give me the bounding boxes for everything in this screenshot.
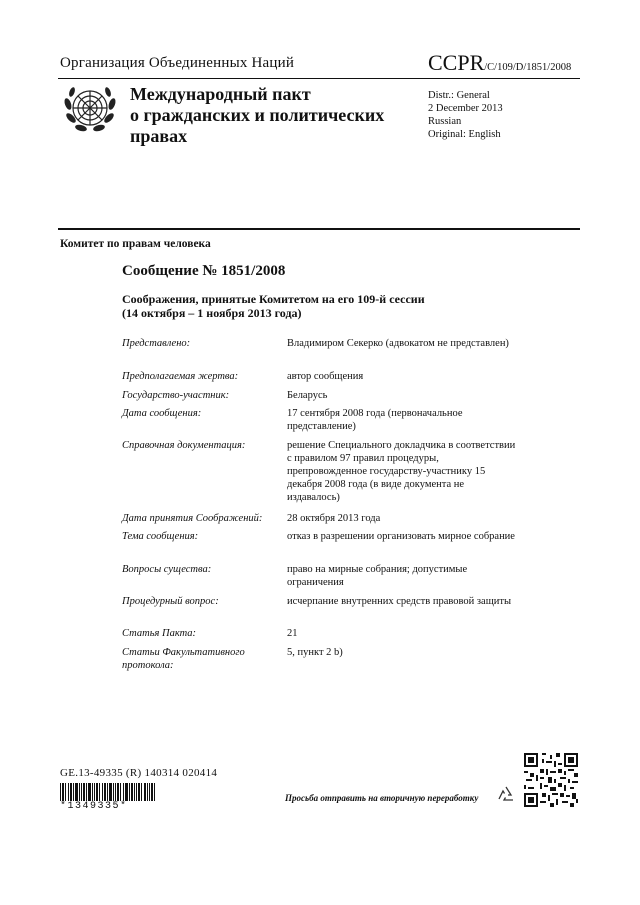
barcode-number: *1349335* — [60, 801, 128, 812]
detail-value: автор сообщения — [287, 371, 364, 382]
detail-value: отказ в разрешении организовать мирное собрание — [287, 531, 515, 542]
treaty-title-line: правах — [130, 126, 188, 146]
language: Russian — [428, 116, 462, 127]
symbol-number: /C/109/D/1851/2008 — [484, 62, 572, 73]
detail-value: Беларусь — [287, 390, 328, 401]
detail-label: Предполагаемая жертва: — [122, 371, 239, 382]
detail-value: исчерпание внутренних средств правовой защиты — [287, 596, 512, 607]
detail-label: Вопросы существа: — [122, 564, 212, 575]
detail-label: Тема сообщения: — [122, 531, 199, 542]
detail-value: 28 октября 2013 года — [287, 513, 381, 524]
recycle-note: Просьба отправить на вторичную переработку — [285, 793, 479, 803]
detail-label: Государство-участник: — [122, 390, 230, 401]
detail-label: Дата сообщения: — [122, 408, 202, 419]
document-symbol — [428, 50, 571, 76]
detail-label: Статьи Факультативного протокола: — [122, 647, 245, 671]
symbol-main: CCPR — [428, 50, 485, 75]
treaty-title — [130, 84, 410, 147]
detail-label: Справочная документация: — [122, 440, 246, 451]
detail-label: Процедурный вопрос: — [122, 596, 219, 607]
detail-label: Статья Пакта: — [122, 628, 197, 639]
header-rule — [58, 78, 580, 79]
qr-code-icon — [524, 753, 578, 807]
detail-value: решение Специального докладчика в соответствии с правилом 97 правил процедуры, препровожденное государству-участнику 15 декабря 2008 года (в виде документа не издавалось) — [287, 440, 516, 503]
barcode-icon — [60, 783, 156, 801]
organization-name: Организация Объединенных Наций — [60, 55, 295, 71]
detail-label: Дата принятия Соображений: — [122, 513, 263, 524]
views-title-line: Соображения, принятые Комитетом на его 109-й сессии — [122, 292, 425, 306]
original-language: Original: English — [428, 129, 501, 140]
views-title — [122, 292, 522, 320]
detail-value: 17 сентября 2008 года (первоначальное представление) — [287, 408, 463, 432]
distribution-block — [428, 89, 503, 141]
issue-date: 2 December 2013 — [428, 103, 503, 114]
section-rule — [58, 228, 580, 230]
recycle-icon — [496, 785, 516, 805]
detail-value: 21 — [287, 628, 298, 639]
detail-value: право на мирные собрания; допустимые ограничения — [287, 564, 468, 588]
treaty-title-line: о гражданских и политических — [130, 105, 385, 125]
detail-value: 5, пункт 2 b) — [287, 647, 343, 658]
detail-label: Представлено: — [122, 338, 191, 349]
document-job-number: GE.13-49335 (R) 140314 020414 — [60, 767, 218, 779]
communication-title: Сообщение № 1851/2008 — [122, 263, 286, 279]
committee-name: Комитет по правам человека — [60, 238, 211, 250]
views-title-line: (14 октября – 1 ноября 2013 года) — [122, 306, 302, 320]
treaty-title-line: Международный пакт — [130, 84, 311, 104]
detail-value: Владимиром Секерко (адвокатом не представлен) — [287, 338, 509, 349]
un-emblem-icon — [62, 82, 118, 136]
distribution: Distr.: General — [428, 90, 490, 101]
